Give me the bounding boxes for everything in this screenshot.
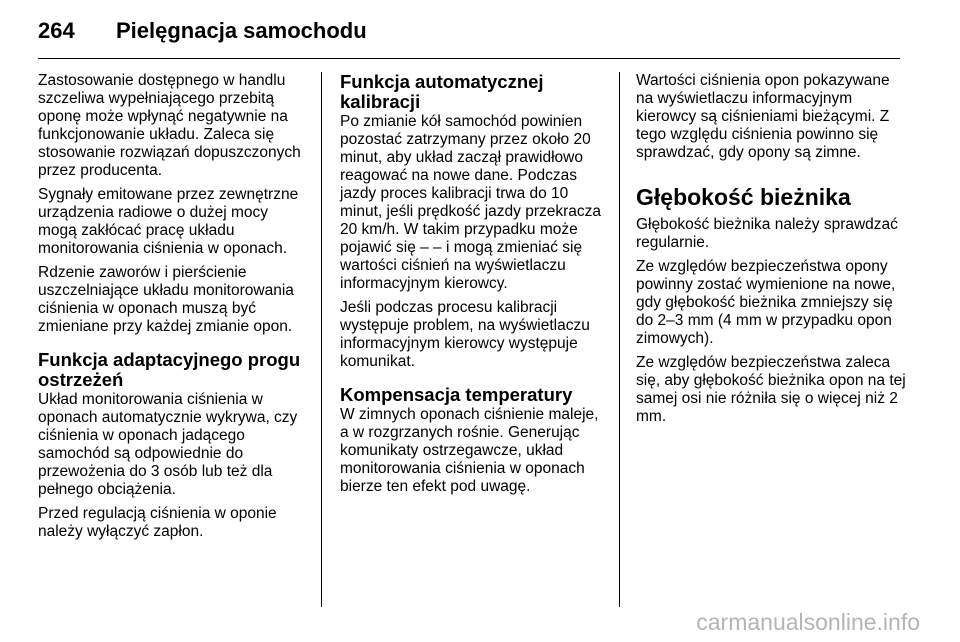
paragraph: Jeśli podczas procesu kalibracji występuje problem, na wyświetlaczu informacyjnym kierowcy występuje komunikat. <box>340 299 590 370</box>
page-number: 264 <box>38 18 75 43</box>
paragraph: W zimnych oponach ciśnienie maleje, a w rozgrzanych rośnie. Generując komunikaty ostrzegawcze, układ monitorowania ciśnienia w oponach bierze ten efekt pod uwagę. <box>340 406 599 495</box>
paragraph: Po zmianie kół samochód powinien pozostać zatrzymany przez około 20 minut, aby układ zaczął prawidłowo reagować na nowe dane. Podczas jazdy proces kalibracji trwa do 10 minut, jeśli prędkość jazdy przekracza 20 km/h. W takim przypadku może pojawić się – – i mogą zmieniać się wartości ciśnień na wyświetlaczu informacyjnym kierowcy. <box>340 113 602 292</box>
paragraph: Głębokość bieżnika należy sprawdzać regularnie. <box>636 216 898 251</box>
section-heading: Kompensacja temperatury <box>340 384 573 405</box>
paragraph: Wartości ciśnienia opon pokazywane na wyświetlaczu informacyjnym kierowcy są ciśnieniami bieżącymi. Z tego względu ciśnienia powinno się sprawdzać, gdy opony są zimne. <box>636 72 890 161</box>
watermark[interactable]: carmanualsonline.info <box>696 609 920 635</box>
paragraph: Sygnały emitowane przez zewnętrzne urządzenia radiowe o dużej mocy mogą zakłócać pracę układu monitorowania ciśnienia w oponach. <box>38 186 299 257</box>
chapter-title: Pielęgnacja samochodu <box>116 18 367 43</box>
section-heading: Funkcja adaptacyjnego progu ostrzeżeń <box>38 349 301 390</box>
paragraph: Rdzenie zaworów i pierścienie uszczelniające układu monitorowania ciśnienia w oponach muszą być zmieniane przy każdej zmianie opon. <box>38 264 294 335</box>
paragraph: Zastosowanie dostępnego w handlu szczeliwa wypełniającego przebitą oponę może wpłynąć negatywnie na funkcjonowanie układu. Zaleca się stosowanie rozwiązań dopuszczonych przez producenta. <box>38 72 301 179</box>
column-divider <box>619 72 620 607</box>
page-header <box>38 0 900 60</box>
paragraph: Ze względów bezpieczeństwa opony powinny zostać wymienione na nowe, gdy głębokość bieżnika zmniejszy się do 2–3 mm (4 mm w przypadku opon zimowych). <box>636 258 896 347</box>
column-1 <box>38 72 310 547</box>
paragraph: Ze względów bezpieczeństwa zaleca się, aby głębokość bieżnika opon na tej samej osi nie różniła się o więcej niż 2 mm. <box>636 354 906 425</box>
paragraph: Przed regulacją ciśnienia w oponie należy wyłączyć zapłon. <box>38 505 277 540</box>
paragraph: Układ monitorowania ciśnienia w oponach automatycznie wykrywa, czy ciśnienia w oponach jadącego samochód są odpowiednie do przewożenia do 3 osób lub też dla pełnego obciążenia. <box>38 391 298 498</box>
header-rule <box>38 58 900 59</box>
chapter-section-heading: Głębokość bieżnika <box>636 184 851 210</box>
column-3 <box>636 72 906 432</box>
column-2 <box>340 72 610 502</box>
section-heading: Funkcja automatycznej kalibracji <box>340 71 544 112</box>
column-divider <box>321 72 322 607</box>
